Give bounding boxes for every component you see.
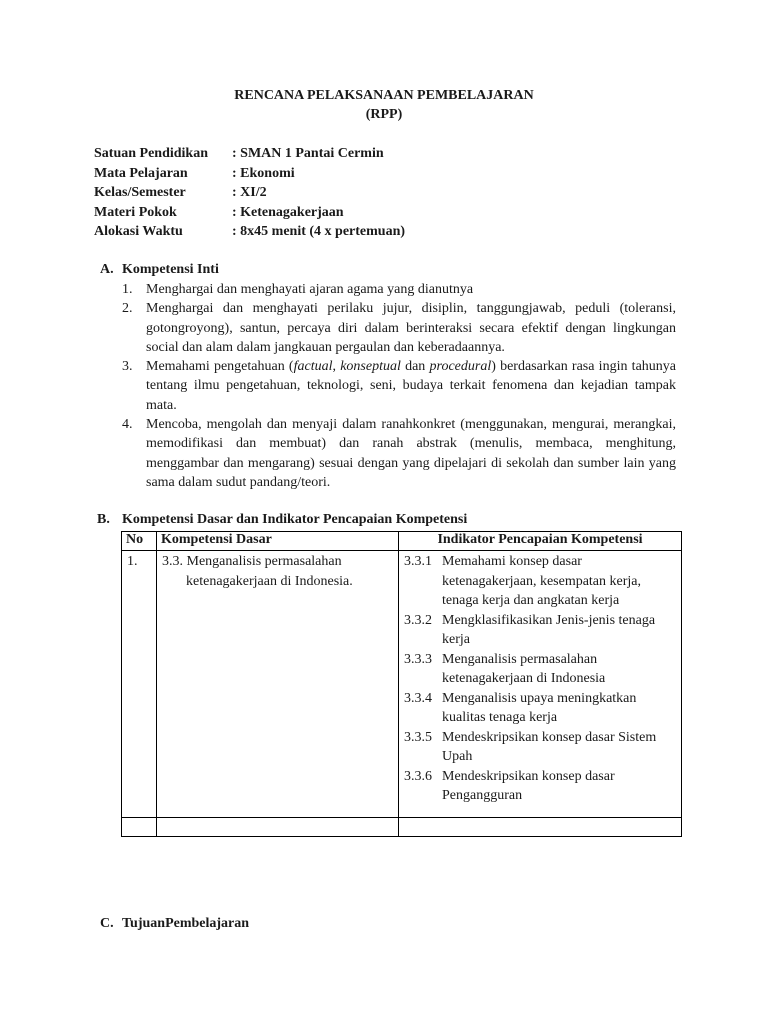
kd-text: 3.3. Menganalisis permasalahan ketenagakerjaan di Indonesia. (162, 554, 353, 589)
list-text: Menghargai dan menghayati perilaku jujur, disiplin, tanggungjawab, peduli (toleransi, gotongroyong), santun, percaya diri dalam berinteraksi secara efektif dengan lingkungan social dan alam dalam jangkauan pergaulan dan keberadaannya. (146, 301, 676, 355)
identity-row (94, 185, 405, 205)
indicator-item (404, 552, 676, 611)
section-title: Kompetensi Dasar dan Indikator Pencapaian Kompetensi (122, 512, 468, 527)
identity-row (94, 205, 405, 225)
identity-block (94, 146, 405, 244)
indicator-text: Mendeskripsikan konsep dasar Sistem Upah (442, 729, 657, 764)
list-number: 1. (122, 282, 133, 297)
identity-value: : SMAN 1 Pantai Cermin (232, 146, 384, 161)
text-fragment: Memahami pengetahuan ( (146, 359, 294, 375)
identity-value: : Ketenagakerjaan (232, 204, 344, 220)
section-title: TujuanPembelajaran (122, 916, 250, 931)
indicator-item (404, 767, 676, 806)
identity-label: Mata Pelajaran (94, 165, 188, 181)
competency-table (121, 531, 682, 837)
list-item (120, 280, 676, 299)
indicator-item (404, 611, 676, 650)
section-letter: A. (100, 262, 114, 277)
table-header-row (122, 532, 682, 551)
list-item (120, 357, 676, 415)
list-text: Mencoba, mengolah dan menyaji dalam ranahkonkret (menggunakan, mengurai, merangkai, memodifikasi dan membuat) dan ranah abstrak (menulis, membaca, menghitung, menggambar dan mengarang) sesuai dengan yang dipelajari di sekolah dan sumber lain yang sama dalam sudut pandang/teori. (146, 417, 676, 490)
indicator-code: 3.3.6 (404, 768, 432, 784)
indicator-item (404, 650, 676, 689)
list-number: 3. (122, 359, 133, 375)
list-item (120, 299, 676, 357)
identity-label: Materi Pokok (94, 204, 177, 220)
italic-term: factual (293, 359, 333, 375)
indicator-text: Mendeskripsikan konsep dasar Pengangguran (442, 768, 615, 803)
identity-label: Kelas/Semester (94, 185, 186, 200)
indicator-text: Menganalisis permasalahan ketenagakerjaan di Indonesia (442, 651, 606, 686)
indicator-code: 3.3.3 (404, 651, 432, 667)
section-c-heading (100, 916, 249, 932)
table-row (122, 551, 682, 818)
cell-no: 1. (122, 551, 157, 818)
text-fragment: dan (400, 359, 430, 375)
kompetensi-inti-list (120, 280, 676, 492)
identity-row (94, 146, 405, 166)
section-a-heading (100, 262, 219, 278)
column-header-kd: Kompetensi Dasar (157, 532, 399, 551)
section-letter: C. (100, 916, 114, 931)
column-header-no: No (122, 532, 157, 551)
document-title: RENCANA PELAKSANAAN PEMBELAJARAN (234, 88, 534, 103)
indicator-text: Menganalisis upaya meningkatkan kualitas tenaga kerja (442, 690, 637, 725)
section-b-heading (97, 512, 467, 528)
identity-row (94, 166, 405, 186)
list-number: 4. (122, 417, 133, 433)
indicator-item (404, 728, 676, 767)
indicator-code: 3.3.4 (404, 690, 432, 706)
cell-kd (157, 551, 399, 818)
identity-label: Satuan Pendidikan (94, 146, 208, 161)
indicator-code: 3.3.2 (404, 612, 432, 628)
identity-value: : XI/2 (232, 185, 267, 200)
identity-label: Alokasi Waktu (94, 224, 183, 239)
identity-row (94, 224, 405, 244)
empty-cell (122, 818, 157, 837)
section-title: Kompetensi Inti (122, 262, 219, 277)
indicator-item (404, 689, 676, 728)
section-letter: B. (97, 512, 110, 527)
cell-indicators (399, 551, 682, 818)
list-number: 2. (122, 301, 133, 317)
identity-value: : Ekonomi (232, 165, 295, 181)
identity-value: : 8x45 menit (4 x pertemuan) (232, 224, 406, 239)
italic-term: procedural (429, 359, 492, 375)
document-subtitle: (RPP) (365, 107, 403, 122)
indicator-code: 3.3.5 (404, 729, 432, 745)
list-item (120, 415, 676, 492)
empty-cell (157, 818, 399, 837)
empty-cell (399, 818, 682, 837)
list-text: Menghargai dan menghayati ajaran agama yang dianutnya (146, 282, 474, 297)
indicator-text: Mengklasifikasikan Jenis-jenis tenaga kerja (442, 612, 656, 647)
text-fragment: ) berdasarkan rasa ingin tahunya tentang ilmu pengetahuan, teknologi, seni, budaya terkait fenomena dan kejadian tampak mata. (146, 359, 676, 413)
indicator-text: Memahami konsep dasar ketenagakerjaan, kesempatan kerja, tenaga kerja dan angkatan kerja (442, 554, 642, 608)
column-header-indicator: Indikator Pencapaian Kompetensi (399, 532, 682, 551)
text-fragment: , (332, 359, 341, 375)
list-text (146, 359, 676, 413)
indicator-code: 3.3.1 (404, 554, 432, 569)
table-row-empty (122, 818, 682, 837)
italic-term: konseptual (340, 359, 401, 375)
